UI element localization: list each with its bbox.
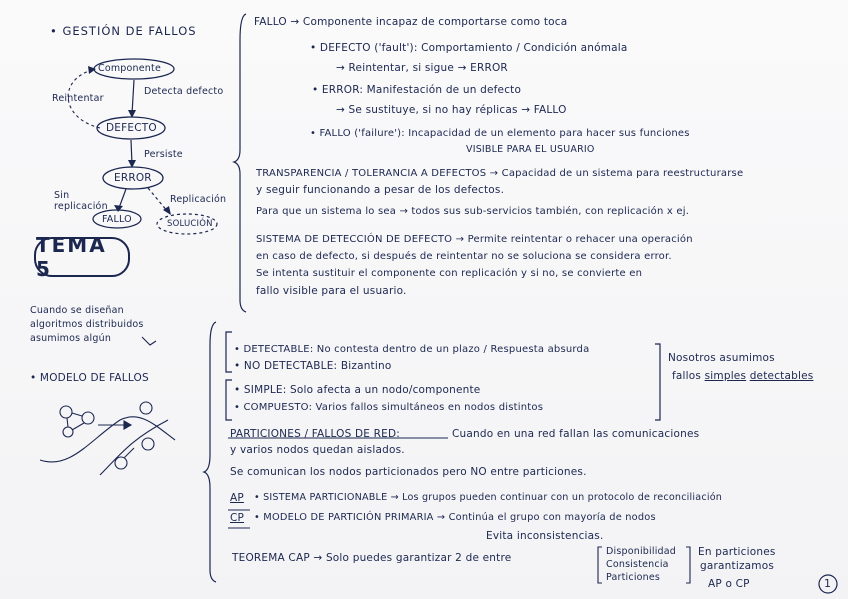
- sistema-line-3: Se intenta sustituir el componente con replicación y si no, se convierte en: [256, 268, 643, 279]
- nosotros-simples: simples: [704, 370, 747, 382]
- node-error: ERROR: [114, 172, 152, 184]
- particiones-line-3: Se comunican los nodos particionados pero NO entre particiones.: [230, 466, 587, 478]
- gestion-fallos-heading: • GESTIÓN DE FALLOS: [50, 24, 197, 38]
- edge-reintentar: Reintentar: [52, 93, 104, 104]
- cap-note-2: garantizamos: [700, 560, 775, 572]
- failure-sub: VISIBLE PARA EL USUARIO: [466, 144, 595, 155]
- node-solucion: SOLUCIÓN: [167, 219, 213, 229]
- sistema-line-4: fallo visible para el usuario.: [256, 285, 407, 297]
- note-line-1: Cuando se diseñan: [30, 305, 124, 316]
- cp-sub: Evita inconsistencias.: [486, 530, 604, 542]
- sistema-line-2: en caso de defecto, si después de reintentar no se soluciona se considera error.: [256, 251, 672, 262]
- network-sketch: [40, 402, 175, 475]
- defecto-sub: → Reintentar, si sigue → ERROR: [336, 62, 508, 74]
- failure-definition: • FALLO ('failure'): Incapacidad de un elemento para hacer sus funciones: [310, 128, 690, 139]
- cp-text: • MODELO DE PARTICIÓN PRIMARIA → Continúa el grupo con mayoría de nodos: [254, 512, 656, 523]
- particiones-line-1: Cuando en una red fallan las comunicaciones: [452, 428, 700, 440]
- defecto-definition: • DEFECTO ('fault'): Comportamiento / Condición anómala: [310, 42, 628, 54]
- nosotros-line-1: Nosotros asumimos: [668, 352, 775, 364]
- transparencia-line-2: y seguir funcionando a pesar de los defectos.: [256, 184, 505, 196]
- note-line-2: algoritmos distribuidos: [30, 319, 144, 330]
- sistema-line-1: SISTEMA DE DETECCIÓN DE DEFECTO → Permite reintentar o rehacer una operación: [256, 234, 693, 245]
- fallo-definition: FALLO → Componente incapaz de comportarse como toca: [254, 16, 568, 28]
- particiones-title: PARTICIONES / FALLOS DE RED:: [230, 428, 401, 440]
- nosotros-detectables: detectables: [749, 370, 814, 382]
- tema-badge: TEMA 5: [34, 237, 130, 277]
- modelo-fallos-heading: • MODELO DE FALLOS: [30, 372, 149, 384]
- modelo-compuesto: • COMPUESTO: Varios fallos simultáneos en nodos distintos: [234, 402, 544, 413]
- node-componente: Componente: [98, 63, 161, 74]
- cp-tag: CP: [230, 512, 245, 524]
- cap-option-3: Particiones: [606, 572, 661, 583]
- node-fallo: FALLO: [102, 214, 132, 225]
- teorema-cap: TEOREMA CAP → Solo puedes garantizar 2 de entre: [232, 552, 512, 564]
- edge-replicacion: Replicación: [170, 194, 227, 205]
- edge-persiste: Persiste: [144, 149, 183, 160]
- transparencia-line-3: Para que un sistema lo sea → todos sus sub-servicios también, con replicación x ej.: [256, 206, 690, 217]
- cap-option-2: Consistencia: [606, 559, 669, 570]
- page-number: 1: [824, 577, 832, 590]
- modelo-no-detectable: • NO DETECTABLE: Bizantino: [234, 360, 392, 372]
- transparencia-line-1: TRANSPARENCIA / TOLERANCIA A DEFECTOS → Capacidad de un sistema para reestructurarse: [256, 168, 744, 179]
- modelo-simple: • SIMPLE: Solo afecta a un nodo/componente: [234, 384, 481, 396]
- nosotros-line-2: [672, 370, 813, 382]
- edge-sin-replicacion: Sin replicación: [54, 190, 108, 212]
- cap-option-1: Disponibilidad: [606, 546, 677, 557]
- cap-note-1: En particiones: [698, 546, 776, 558]
- edge-detecta-defecto: Detecta defecto: [144, 86, 224, 97]
- ap-tag: AP: [230, 492, 244, 504]
- cap-note-3: AP o CP: [708, 578, 750, 590]
- nosotros-fallos: fallos: [672, 370, 702, 382]
- particiones-line-2: y varios nodos quedan aislados.: [230, 444, 405, 456]
- node-defecto: DEFECTO: [106, 122, 157, 134]
- modelo-detectable: • DETECTABLE: No contesta dentro de un plazo / Respuesta absurda: [234, 344, 590, 355]
- ap-text: • SISTEMA PARTICIONABLE → Los grupos pueden continuar con un protocolo de reconciliación: [254, 492, 723, 503]
- note-line-3: asumimos algún: [30, 333, 112, 344]
- error-sub: → Se sustituye, si no hay réplicas → FALLO: [336, 104, 567, 116]
- error-definition: • ERROR: Manifestación de un defecto: [312, 84, 522, 96]
